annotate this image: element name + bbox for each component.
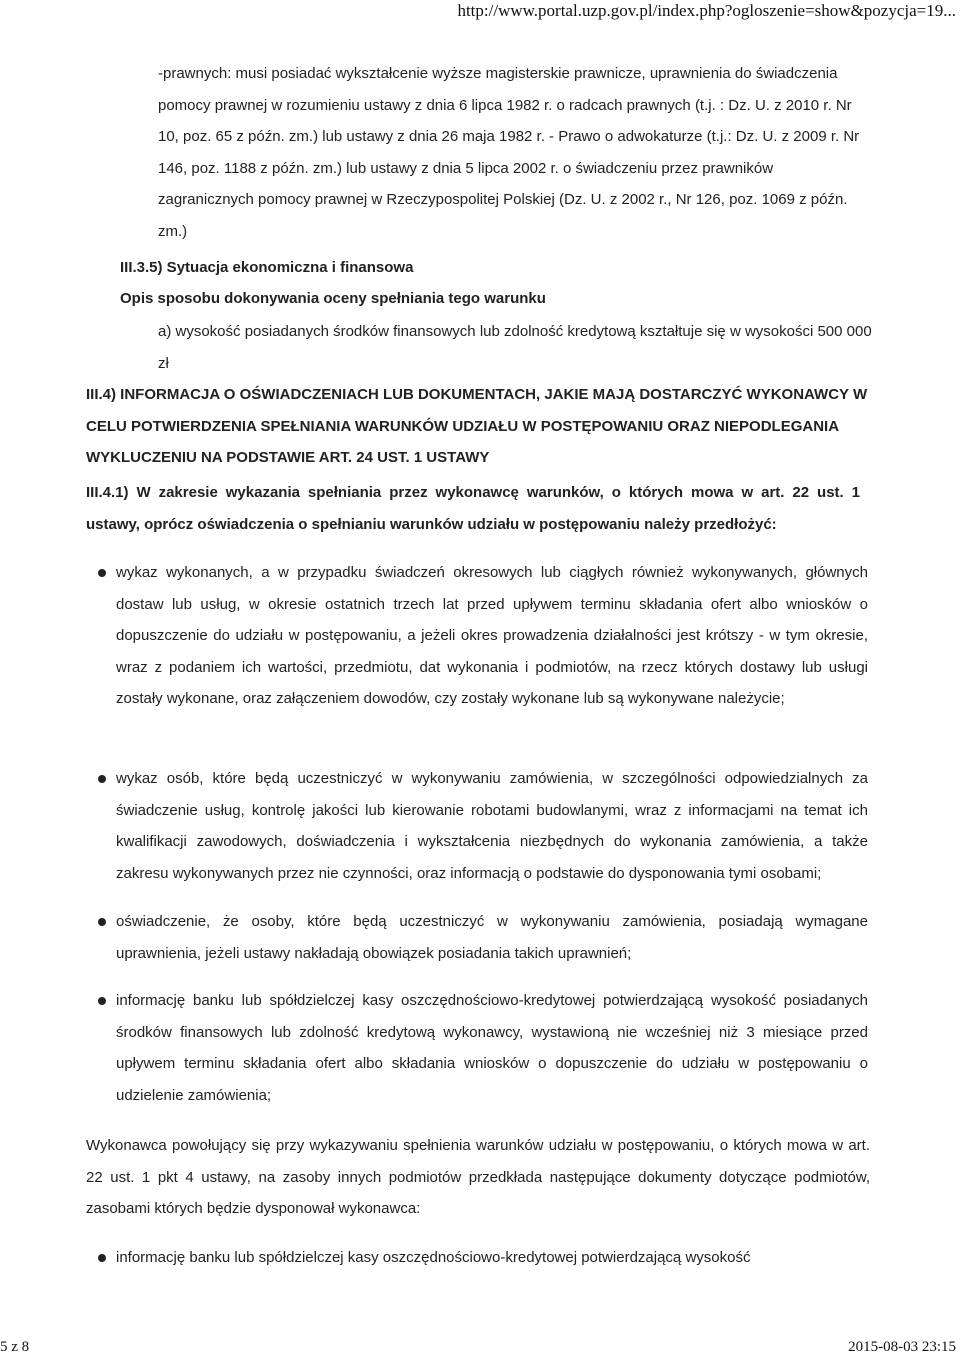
bullet-icon bbox=[98, 569, 106, 577]
page-number: 5 z 8 bbox=[0, 1339, 30, 1355]
prawnych-requirement-text: -prawnych: musi posiadać wykształcenie wyższe magisterskie prawnicze, uprawnienia do świadczenia pomocy prawnej w rozumieniu ustawy z dnia 6 lipca 1982 r. o radcach prawnych (t.j. : Dz. U. z 2010 r. Nr 10, poz. 65 z późn. zm.) lub ustawy z dnia 26 maja 1982 r. - Prawo o adwokaturze (t.j.: Dz. U. z 2009 r. Nr 146, poz. 1188 z późn. zm.) lub ustawy z dnia 5 lipca 2002 r. o świadczeniu przez prawników zagranicznych pomocy prawnej w Rzeczypospolitej Polskiej (Dz. U. z 2002 r., Nr 126, poz. 1069 z późn. zm.) bbox=[158, 65, 860, 240]
bullet-icon bbox=[98, 918, 106, 926]
art-26-resources-paragraph: Wykonawca powołujący się przy wykazywaniu spełnienia warunków udziału w postępowaniu, o których mowa w art. 22 ust. 1 pkt 4 ustawy, na zasoby innych podmiotów przedkłada następujące dokumenty dotyczące podmiotów, zasobami których będzie dysponował wykonawca: bbox=[86, 1137, 870, 1217]
page-url-header: http://www.portal.uzp.gov.pl/index.php?ogloszenie=show&pozycja=19... bbox=[457, 1, 956, 20]
bullet-icon bbox=[98, 997, 106, 1005]
section-iii-3-5-heading: III.3.5) Sytuacja ekonomiczna i finansowa bbox=[120, 259, 414, 276]
list-item: wykaz osób, które będą uczestniczyć w wykonywaniu zamówienia, w szczególności odpowiedzialnych za świadczenie usług, kontrolę jakości lub kierowanie robotami budowlanymi, wraz z informacjami na temat ich kwalifikacji zawodowych, doświadczenia i wykształcenia niezbędnych do wykonania zamówienia, a także zakresu wykonywanych przez nie czynności, oraz informacją o podstawie do dysponowania tymi osobami; bbox=[116, 770, 868, 882]
bullet-icon bbox=[98, 775, 106, 783]
bullet-icon bbox=[98, 1254, 106, 1262]
page-footer bbox=[0, 1337, 960, 1357]
list-item: oświadczenie, że osoby, które będą uczestniczyć w wykonywaniu zamówienia, posiadają wymagane uprawnienia, jeżeli ustawy nakładają obowiązek posiadania takich uprawnień; bbox=[116, 913, 868, 962]
print-datetime: 2015-08-03 23:15 bbox=[848, 1339, 956, 1355]
section-iii-3-5-subheading: Opis sposobu dokonywania oceny spełniania tego warunku bbox=[120, 290, 546, 307]
list-item: informację banku lub spółdzielczej kasy oszczędnościowo-kredytowej potwierdzającą wysokość posiadanych środków finansowych lub zdolność kredytową wykonawcy, wystawioną nie wcześniej niż 3 miesiące przed upływem terminu składania ofert albo składania wniosków o dopuszczenie do udziału w postępowaniu o udzielenie zamówienia; bbox=[116, 992, 868, 1104]
section-iii-3-5-text: a) wysokość posiadanych środków finansowych lub zdolność kredytową kształtuje się w wysokości 500 000 zł bbox=[158, 323, 872, 372]
list-item: informację banku lub spółdzielczej kasy oszczędnościowo-kredytowej potwierdzającą wysokość bbox=[116, 1249, 751, 1266]
section-iii-4-heading: III.4) INFORMACJA O OŚWIADCZENIACH LUB DOKUMENTACH, JAKIE MAJĄ DOSTARCZYĆ WYKONAWCY W CELU POTWIERDZENIA SPEŁNIANIA WARUNKÓW UDZIAŁU W POSTĘPOWANIU ORAZ NIEPODLEGANIA WYKLUCZENIU NA PODSTAWIE ART. 24 UST. 1 USTAWY bbox=[86, 386, 868, 466]
list-item: wykaz wykonanych, a w przypadku świadczeń okresowych lub ciągłych również wykonywanych, głównych dostaw lub usług, w okresie ostatnich trzech lat przed upływem terminu składania ofert albo wniosków o dopuszczenie do udziału w postępowaniu, a jeżeli okres prowadzenia działalności jest krótszy - w tym okresie, wraz z podaniem ich wartości, przedmiotu, dat wykonania i podmiotów, na rzecz których dostawy lub usługi zostały wykonane, oraz załączeniem dowodów, czy zostały wykonane lub są wykonywane należycie; bbox=[116, 564, 868, 707]
section-iii-4-1-heading: III.4.1) W zakresie wykazania spełniania przez wykonawcę warunków, o których mowa w art. 22 ust. 1 ustawy, oprócz oświadczenia o spełnianiu warunków udziału w postępowaniu należy przedłożyć: bbox=[86, 484, 860, 533]
